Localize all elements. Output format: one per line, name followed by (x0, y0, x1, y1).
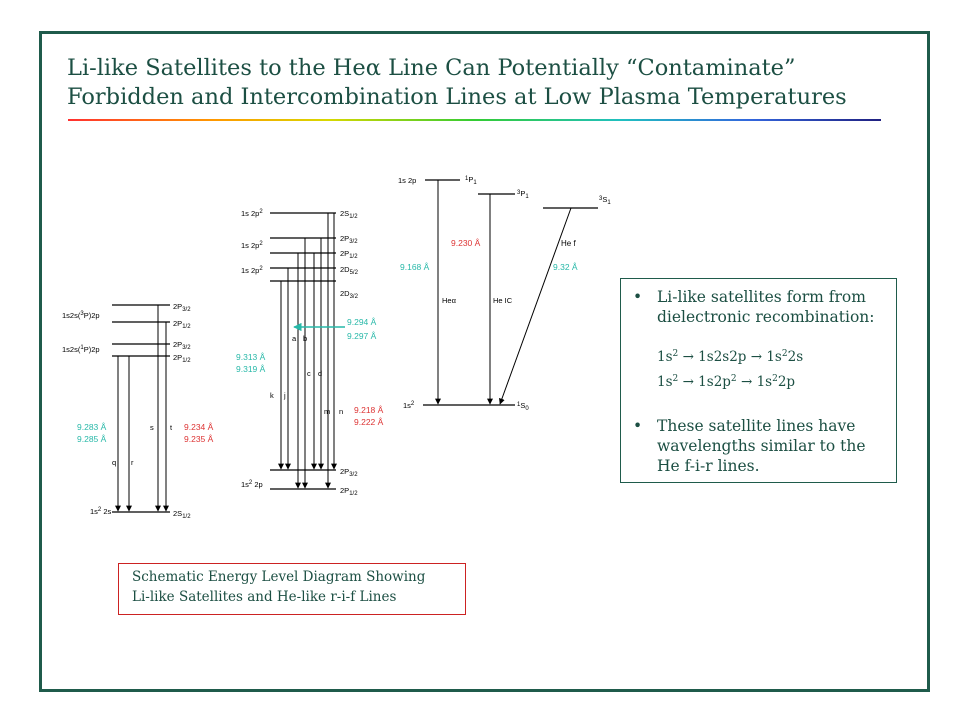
level-term: $^3S_1$ (599, 195, 611, 206)
transition-label: d (318, 369, 323, 378)
level-term: $2D_{3/2}$ (340, 289, 358, 300)
wavelength-label: 9.234 Å (184, 422, 214, 432)
process-2: $1s^2 \to 1s2p^2 \to 1s^22p$ (657, 374, 796, 390)
line-label: He f (561, 239, 576, 248)
transition-label: c (307, 369, 311, 378)
middle-panel (270, 213, 345, 489)
transition-label: a (292, 334, 297, 343)
transition-label: k (270, 391, 274, 400)
level-term: $2S_{1/2}$ (173, 509, 191, 520)
wavelength-label: 9.285 Å (77, 434, 107, 444)
config-label: $1s^2$ (403, 401, 415, 410)
transition-label: s (150, 423, 154, 432)
right-labels (398, 175, 611, 412)
config-label: 1s2s($^1$P)2p (62, 345, 100, 354)
wavelength-label: 9.283 Å (77, 422, 107, 432)
transition-label: n (339, 407, 344, 416)
transition-label: q (112, 458, 117, 467)
bullet-dot: • (633, 288, 643, 306)
transition-label: r (131, 458, 134, 467)
transition-label: b (303, 334, 308, 343)
right-panel (423, 180, 598, 405)
level-term: $2P_{1/2}$ (340, 486, 358, 497)
wavelength-label: 9.297 Å (347, 331, 377, 341)
config-label: 1s $2p^2$ (241, 209, 263, 218)
config-label: 1s $2p^2$ (241, 241, 263, 250)
wavelength-label: 9.32 Å (553, 262, 578, 272)
level-term: $2P_{3/2}$ (173, 302, 191, 313)
level-term: $^1P_1$ (465, 175, 477, 186)
bullet-2-text: These satellite lines have wavelengths similar to the He f-i-r lines. (657, 417, 866, 475)
bullet-1-text: Li-like satellites form from dielectronic recombination: (657, 288, 875, 326)
process-1: $1s^2 \to 1s2s2p \to 1s^22s$ (657, 349, 804, 365)
transition-arrow (500, 208, 571, 404)
left-labels (62, 302, 191, 520)
config-label: $1s^2$ 2p (241, 480, 263, 489)
notes-box (620, 278, 897, 483)
wavelength-label: 9.294 Å (347, 317, 377, 327)
level-term: $2P_{3/2}$ (340, 234, 358, 245)
level-term: $2P_{3/2}$ (173, 340, 191, 351)
transition-label: m (324, 407, 331, 416)
level-term: $2S_{1/2}$ (340, 209, 358, 220)
wavelength-label: 9.218 Å (354, 405, 384, 415)
left-panel (112, 305, 170, 512)
level-term: $2P_{1/2}$ (173, 319, 191, 330)
wavelength-label: 9.235 Å (184, 434, 214, 444)
transition-label: j (284, 391, 286, 400)
wavelength-label: 9.313 Å (236, 352, 266, 362)
wavelength-label: 9.222 Å (354, 417, 384, 427)
level-term: $^3P_1$ (517, 189, 529, 200)
level-term: $2P_{3/2}$ (340, 467, 358, 478)
level-term: $2P_{1/2}$ (173, 353, 191, 364)
config-label: $1s^2$ 2s (90, 507, 112, 516)
level-term: $2P_{1/2}$ (340, 249, 358, 260)
line-label: He IC (493, 296, 513, 305)
config-label: 1s $2p^2$ (241, 266, 263, 275)
caption-line-2: Li-like Satellites and He-like r-i-f Lines (132, 589, 397, 605)
level-term: $^1S_0$ (517, 401, 529, 412)
level-term: $2D_{5/2}$ (340, 265, 358, 276)
caption-line-1: Schematic Energy Level Diagram Showing (132, 569, 426, 585)
left-wavelengths (77, 422, 214, 444)
right-wavelengths (400, 238, 578, 272)
title-line-2: Forbidden and Intercombination Lines at Low Plasma Temperatures (67, 84, 847, 110)
line-label: Heα (442, 296, 456, 305)
bullet-dot: • (633, 417, 643, 435)
config-label: 1s2s($^3$P)2p (62, 311, 100, 320)
title-line-1: Li-like Satellites to the Heα Line Can Potentially “Contaminate” (67, 55, 796, 81)
transition-label: t (170, 423, 173, 432)
wavelength-label: 9.319 Å (236, 364, 266, 374)
diagram-caption (118, 563, 466, 615)
config-label: 1s 2p (398, 176, 417, 185)
wavelength-label: 9.168 Å (400, 262, 430, 272)
wavelength-label: 9.230 Å (451, 238, 481, 248)
